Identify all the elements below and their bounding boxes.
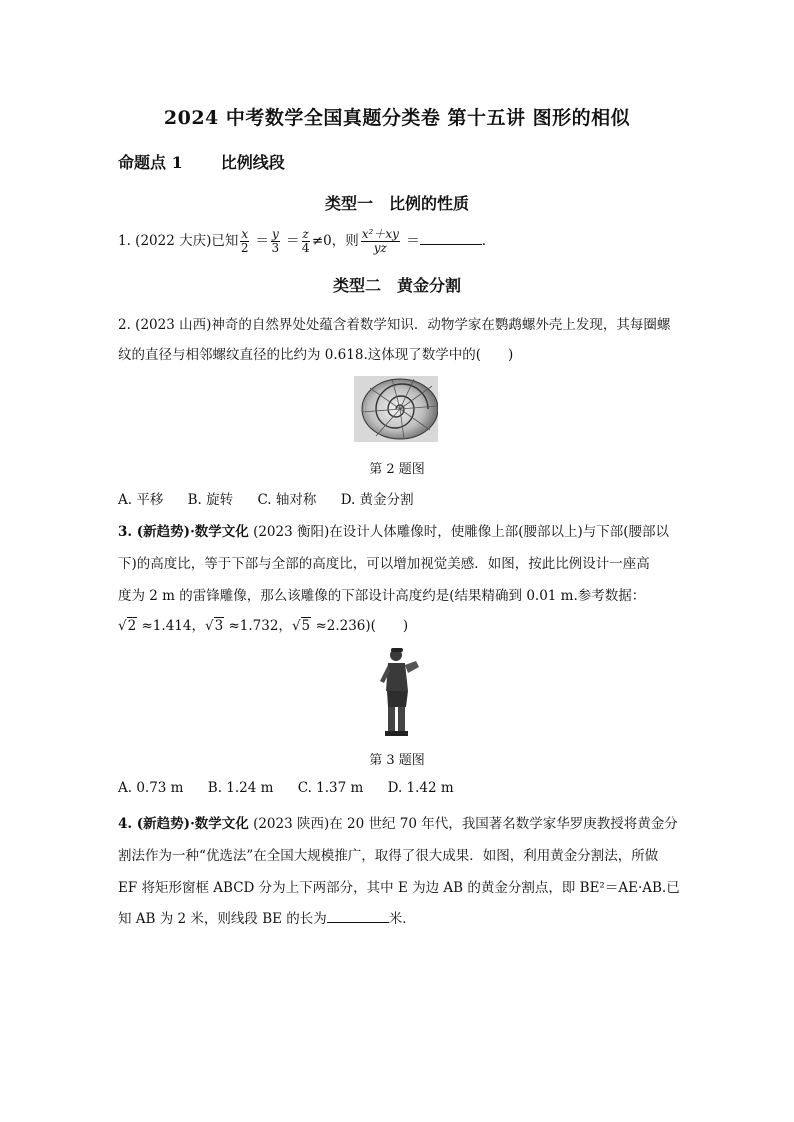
q3-option-d: D. 1.42 m	[387, 780, 454, 796]
q4-answer-blank	[327, 910, 389, 923]
q3-line-4	[118, 614, 408, 634]
answer-blank	[420, 232, 482, 245]
q1-equals: ＝	[406, 233, 420, 249]
section-label: 命题点 1	[118, 153, 183, 172]
q3-options	[118, 780, 474, 796]
q3-figure-caption: 第 3 题图	[369, 753, 425, 768]
q3-value-3: ≈2.236)( )	[315, 618, 409, 634]
q4-line-4	[118, 907, 416, 927]
sqrt-2: √2	[118, 618, 137, 634]
fraction-y-3: $\frac{y}{3}$	[271, 227, 280, 255]
fraction-expression: $\frac{\text{x²＋xy}}{yz}$	[361, 227, 399, 255]
q4-tag: 4. (新趋势)·数学文化	[118, 816, 249, 832]
question-1: 1. (2022 大庆)已知 $\frac{x}{2}$ ＝ $\frac{y}{3}$ ＝ $\frac{z}{4}$ ≠0，则 $\frac{\text{x²＋xy}}{yz}$ ＝ .	[118, 227, 486, 255]
section-name: 比例线段	[220, 153, 285, 172]
type-heading-1: 类型一 比例的性质	[324, 194, 469, 213]
q4-line-4-end: 米．	[388, 911, 416, 927]
q1-end: .	[481, 233, 486, 249]
sqrt-5: √5	[291, 618, 311, 634]
q2-option-a: A. 平移	[118, 492, 164, 508]
q3-line-1	[118, 520, 669, 540]
q4-line-1	[118, 812, 678, 832]
lei-feng-statue-image	[374, 647, 422, 737]
type-heading-2: 类型二 黄金分割	[332, 276, 461, 295]
q1-prefix: 1. (2022 大庆)已知	[118, 233, 239, 249]
q3-value-2: ≈1.732，	[228, 618, 292, 634]
q2-option-c: C. 轴对称	[257, 492, 317, 508]
q3-value-1: ≈1.414，	[141, 618, 205, 634]
q2-figure-caption: 第 2 题图	[369, 462, 425, 477]
q2-line-1: 2. (2023 山西)神奇的自然界处处蕴含着数学知识．动物学家在鹦鹉螺外壳上发现，其每圈螺	[118, 317, 671, 333]
q4-line-1-text: (2023 陕西)在 20 世纪 70 年代，我国著名数学家华罗庚教授将黄金分	[253, 816, 678, 832]
q2-line-2: 纹的直径与相邻螺纹直径的比约为 0.618.这体现了数学中的( )	[118, 347, 514, 363]
q2-option-b: B. 旋转	[187, 492, 234, 508]
q2-options	[118, 488, 434, 508]
fraction-x-2: $\frac{x}{2}$	[240, 227, 249, 255]
q3-line-2: 下)的高度比，等于下部与全部的高度比，可以增加视觉美感．如图，按此比例设计一座高	[118, 556, 650, 572]
q3-line-1-text: (2023 衡阳)在设计人体雕像时，使雕像上部(腰部以上)与下部(腰部以	[253, 524, 670, 540]
section-heading	[118, 150, 285, 173]
q3-option-b: B. 1.24 m	[207, 780, 274, 796]
q3-option-a: A. 0.73 m	[118, 780, 184, 796]
q3-line-3: 度为 2 m 的雷锋雕像，那么该雕像的下部设计高度约是(结果精确到 0.01 m.参考数据：	[118, 588, 646, 604]
q3-option-c: C. 1.37 m	[297, 780, 364, 796]
fraction-z-4: $\frac{z}{4}$	[301, 227, 310, 255]
q2-option-d: D. 黄金分割	[340, 492, 414, 508]
q3-tag: 3. (新趋势)·数学文化	[118, 524, 249, 540]
q4-line-2: 割法作为一种“优选法”在全国大规模推广，取得了很大成果．如图，利用黄金分割法，所做	[118, 848, 659, 864]
page-title: 2024 中考数学全国真题分类卷 第十五讲 图形的相似	[163, 107, 631, 129]
nautilus-shell-image	[354, 376, 438, 442]
q4-line-4-text: 知 AB 为 2 米，则线段 BE 的长为	[118, 911, 327, 927]
q1-neq: ≠0，则	[311, 233, 359, 249]
q4-line-3: EF 将矩形窗框 ABCD 分为上下两部分，其中 E 为边 AB 的黄金分割点，即 BE²＝AE·AB.已	[118, 880, 680, 896]
sqrt-3: √3	[204, 618, 224, 634]
